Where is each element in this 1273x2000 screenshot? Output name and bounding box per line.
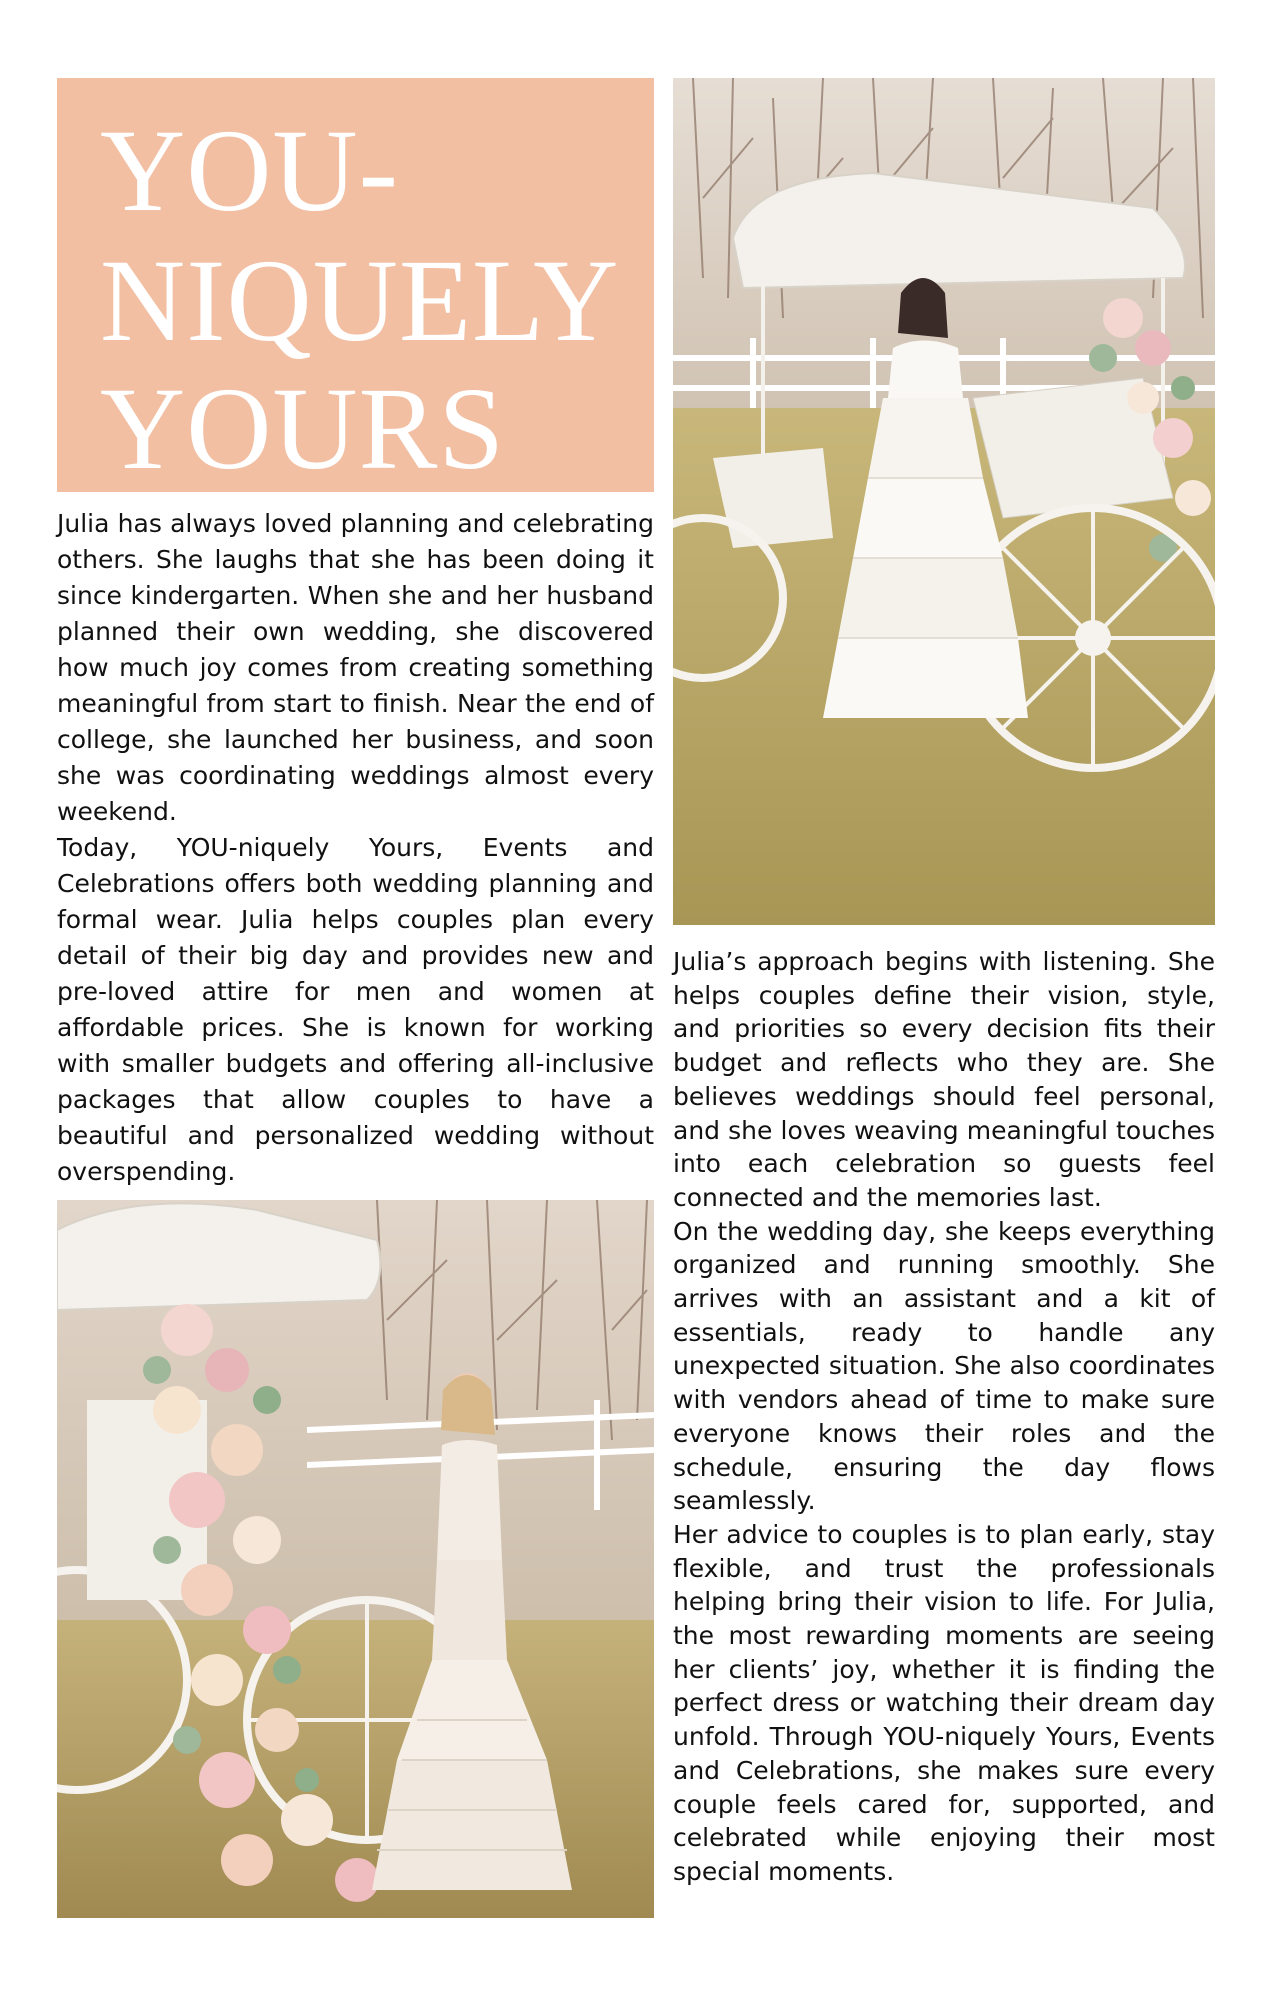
title-block	[57, 78, 654, 492]
article-paragraph: Her advice to couples is to plan early, stay flexible, and trust the professionals helping bring their vision to life. For Julia, the most rewarding moments are seeing her clients’ joy, whether it is finding the perfect dress or watching their dream day unfold. Through YOU-niquely Yours, Events and Celebrations, she makes sure every couple feels cared for, supported, and celebrated while enjoying their most special moments.	[673, 1519, 1215, 1886]
right-article-column	[673, 945, 1215, 1889]
title-line-1: YOU-	[100, 105, 399, 236]
title-line-2: NIQUELY	[100, 235, 620, 366]
left-article-column	[57, 506, 654, 1190]
article-paragraph: Julia has always loved planning and celebrating others. She laughs that she has been doing it since kindergarten. When she and her husband planned their own wedding, she discovered how much joy comes from creating something meaningful from start to finish. Near the end of college, she launched her business, and soon she was coordinating weddings almost every weekend.	[57, 509, 654, 826]
carriage-gown-photo	[673, 78, 1215, 925]
article-paragraph: On the wedding day, she keeps everything organized and running smoothly. She arrives with an assistant and a kit of essentials, ready to handle any unexpected situation. She also coordinates with vendors ahead of time to make sure everyone knows their roles and the schedule, ensuring the day flows seamlessly.	[673, 1216, 1215, 1516]
floral-carriage-lace-gown-photo	[57, 1200, 654, 1918]
article-paragraph: Today, YOU-niquely Yours, Events and Celebrations offers both wedding planning and formal wear. Julia helps couples plan every detail of their big day and provides new and pre-loved attire for men and women at affordable prices. She is known for working with smaller budgets and offering all-inclusive packages that allow couples to have a beautiful and personalized wedding without overspending.	[57, 833, 654, 1186]
title-line-3: YOURS	[100, 363, 505, 494]
article-paragraph: Julia’s approach begins with listening. She helps couples define their vision, style, and priorities so every decision fits their budget and reflects who they are. She believes weddings should feel personal, and she loves weaving meaningful touches into each celebration so guests feel connected and the memories last.	[673, 947, 1215, 1212]
